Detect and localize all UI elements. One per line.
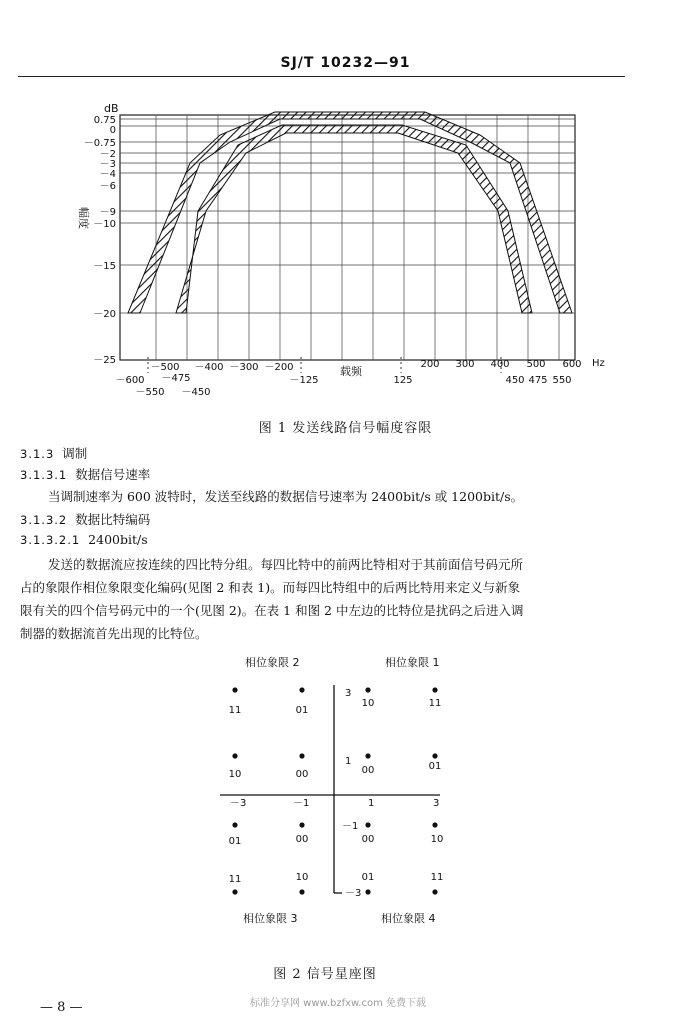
section-number: 3.1.3 xyxy=(20,447,55,461)
rate-sentence: 当调制速率为 600 波特时，发送至线路的数据信号速率为 2400bit/s 或 1200bit/s。 xyxy=(48,489,524,504)
point-code: 11 xyxy=(428,698,442,709)
axis-value: 3 xyxy=(345,688,352,699)
y-tick-labels xyxy=(84,115,116,366)
section-title: 2400bit/s xyxy=(88,532,148,547)
point-code: 10 xyxy=(228,769,242,780)
section-number: 3.1.3.2.1 xyxy=(20,533,81,547)
x-tick: 500 xyxy=(526,359,546,370)
signal-point xyxy=(232,889,237,894)
axis-values xyxy=(230,688,439,899)
point-code: 00 xyxy=(295,834,309,845)
x-tick: －400 xyxy=(194,362,224,373)
y-tick: －0.75 xyxy=(83,138,116,149)
section-title: 数据比特编码 xyxy=(75,512,151,527)
x-tick: －200 xyxy=(264,362,294,373)
x-tick: 300 xyxy=(455,359,475,370)
x-unit: Hz xyxy=(592,358,605,369)
constellation-points xyxy=(229,687,444,894)
y-unit: dB xyxy=(104,102,119,115)
signal-point xyxy=(432,889,437,894)
x-tick: －300 xyxy=(229,362,259,373)
point-code: 11 xyxy=(430,872,444,883)
signal-point xyxy=(365,687,370,692)
axis-value: 1 xyxy=(368,798,375,809)
quadrant-4-label: 相位象限 4 xyxy=(381,912,436,925)
y-tick: －2 xyxy=(99,149,116,160)
paragraph-line: 发送的数据流应按连续的四比特分组。每四比特中的前两比特相对于其前面信号码元所 xyxy=(48,557,524,572)
signal-point xyxy=(232,687,237,692)
x-tick: －475 xyxy=(161,373,191,384)
x-tick: 475 xyxy=(528,375,548,386)
y-tick: －20 xyxy=(93,309,116,320)
axis-value: －1 xyxy=(293,798,310,809)
y-axis-label: 幅度 xyxy=(77,207,90,229)
y-tick: －3 xyxy=(99,159,116,170)
x-tick: 400 xyxy=(490,359,510,370)
paragraph-line: 制器的数据流首先出现的比特位。 xyxy=(20,626,208,641)
y-tick: －4 xyxy=(99,169,116,180)
point-code: 01 xyxy=(361,872,375,883)
signal-point xyxy=(299,753,304,758)
point-code: 11 xyxy=(228,874,242,885)
point-code: 10 xyxy=(361,698,375,709)
section-heading-3-1-3 xyxy=(20,444,87,462)
signal-point xyxy=(299,889,304,894)
y-tick: 0 xyxy=(109,125,116,136)
y-tick: －25 xyxy=(93,355,116,366)
x-tick: 550 xyxy=(552,375,572,386)
paragraph-line: 限有关的四个信号码元中的一个(见图 2)。在表 1 和图 2 中左边的比特位是扰码之后进入调 xyxy=(20,603,524,618)
y-tick: －9 xyxy=(99,207,116,218)
axis-value: 3 xyxy=(433,798,440,809)
x-tick: 200 xyxy=(420,359,440,370)
point-code: 11 xyxy=(228,705,242,716)
x-tick: －500 xyxy=(150,362,180,373)
axis-value: －3 xyxy=(230,798,247,809)
signal-point xyxy=(432,753,437,758)
signal-point xyxy=(232,753,237,758)
signal-point xyxy=(432,822,437,827)
x-tick: 450 xyxy=(505,375,525,386)
x-tick: 125 xyxy=(393,375,413,386)
section-heading-3-1-3-1 xyxy=(20,465,150,483)
quadrant-2-label: 相位象限 2 xyxy=(245,656,300,669)
watermark-text: 标准分享网 www.bzfxw.com 免费下载 xyxy=(250,998,426,1009)
point-code: 01 xyxy=(428,761,442,772)
page-number: — 8 — xyxy=(40,1000,83,1015)
document-code: SJ/T 10232—91 xyxy=(280,55,411,71)
x-tick: －550 xyxy=(135,387,165,398)
section-number: 3.1.3.1 xyxy=(20,468,68,482)
figure-2-constellation xyxy=(0,645,691,945)
signal-point xyxy=(365,753,370,758)
point-code: 00 xyxy=(361,765,375,776)
axis-value: 1 xyxy=(345,756,352,767)
point-code: 01 xyxy=(228,836,242,847)
y-tick: －6 xyxy=(99,181,116,192)
x-tick: －600 xyxy=(115,375,145,386)
y-tick: －10 xyxy=(93,219,116,230)
y-tick: 0.75 xyxy=(93,115,116,126)
quadrant-3-label: 相位象限 3 xyxy=(243,912,298,925)
point-code: 10 xyxy=(430,834,444,845)
x-tick: －125 xyxy=(289,375,319,386)
point-code: 10 xyxy=(295,872,309,883)
section-heading-3-1-3-2-1 xyxy=(20,532,148,547)
signal-point xyxy=(232,822,237,827)
section-number: 3.1.3.2 xyxy=(20,513,68,527)
point-code: 01 xyxy=(295,705,309,716)
quadrant-1-label: 相位象限 1 xyxy=(385,656,440,669)
signal-point xyxy=(432,687,437,692)
axis-value: －3 xyxy=(345,888,362,899)
paragraph-line: 占的象限作相位象限变化编码(见图 2 和表 1)。而每四比特组中的后两比特用来定义与新象 xyxy=(20,580,521,595)
signal-point xyxy=(299,687,304,692)
section-title: 数据信号速率 xyxy=(75,467,151,482)
x-tick: －450 xyxy=(181,387,211,398)
figure-2-caption: 图 2 信号星座图 xyxy=(273,967,377,982)
x-tick: 600 xyxy=(562,359,582,370)
signal-point xyxy=(365,889,370,894)
signal-point xyxy=(365,822,370,827)
signal-point xyxy=(299,822,304,827)
section-title: 调制 xyxy=(62,446,88,461)
figure-1-caption: 图 1 发送线路信号幅度容限 xyxy=(258,421,433,436)
axis-value: －1 xyxy=(342,821,359,832)
point-code: 00 xyxy=(361,834,375,845)
y-tick: －15 xyxy=(93,261,116,272)
section-heading-3-1-3-2 xyxy=(20,510,150,528)
x-center-label: 载频 xyxy=(340,365,362,378)
header-rule xyxy=(18,76,625,77)
figure-1-amplitude-tolerance xyxy=(0,95,691,405)
point-code: 00 xyxy=(295,769,309,780)
